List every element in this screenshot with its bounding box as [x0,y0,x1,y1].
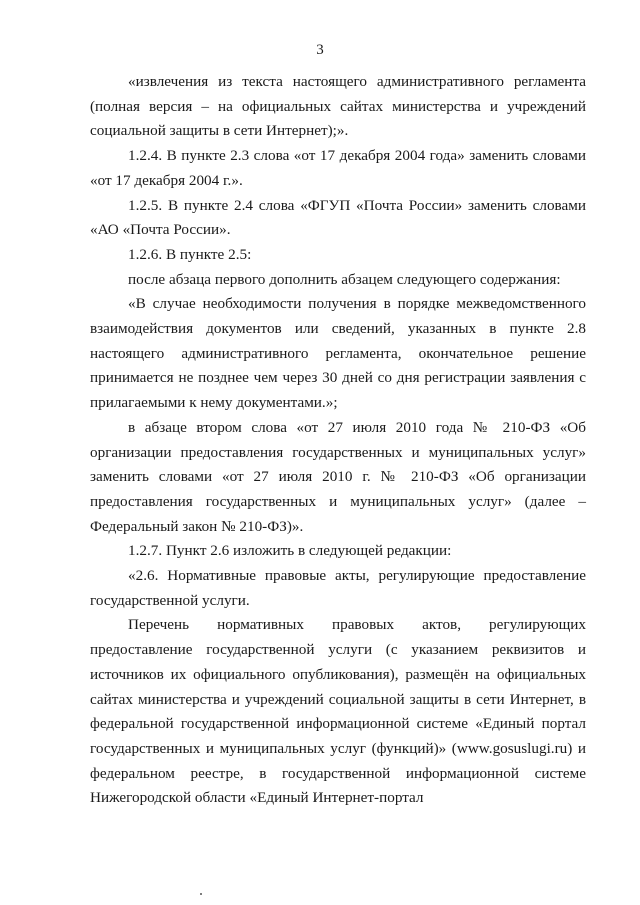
paragraph-3: 1.2.5. В пункте 2.4 слова «ФГУП «Почта России» заменить словами «АО «Почта России». [90,196,586,239]
document-body [90,70,586,811]
scan-speck [200,893,202,895]
paragraph-7: в абзаце втором слова «от 27 июля 2010 года № 210-ФЗ «Об организации предоставления государственных и муниципальных услуг» заменить словами «от 27 июля 2010 г. № 210-ФЗ «Об организации предоставления государственных и муниципальных услуг» (далее – Федеральный закон № 210-ФЗ)». [90,418,586,535]
paragraph-1: «извлечения из текста настоящего административного регламента (полная версия – на официальных сайтах министерства и учреждений социальной защиты в сети Интернет);». [90,73,586,140]
paragraph-9: «2.6. Нормативные правовые акты, регулирующие предоставление государственной услуги. [90,567,586,609]
paragraph-5: после абзаца первого дополнить абзацем следующего содержания: [128,270,561,288]
paragraph-8: 1.2.7. Пункт 2.6 изложить в следующей редакции: [128,542,452,560]
paragraph-4: 1.2.6. В пункте 2.5: [128,245,252,263]
paragraph-2: 1.2.4. В пункте 2.3 слова «от 17 декабря 2004 года» заменить словами «от 17 декабря 2004 г.». [90,147,586,189]
paragraph-6: «В случае необходимости получения в порядке межведомственного взаимодействия документов или сведений, указанных в пункте 2.8 настоящего административного регламента, окончательное решение принимается не позднее чем через 30 дней со дня регистрации заявления с прилагаемыми к нему документами.»; [90,295,586,412]
page-number: 3 [316,42,324,58]
paragraph-10: Перечень нормативных правовых актов, регулирующих предоставление государственной услуги (с указанием реквизитов и источников их официального опубликования), размещён на официальных сайтах министерства и учреждений социальной защиты в сети Интернет, в федеральной государственной информационной системе «Единый портал государственных и муниципальных услуг (функций)» (www.gosuslugi.ru) и федеральном реестре, в государственной информационной системе Нижегородской области «Единый Интернет-портал [90,616,586,807]
